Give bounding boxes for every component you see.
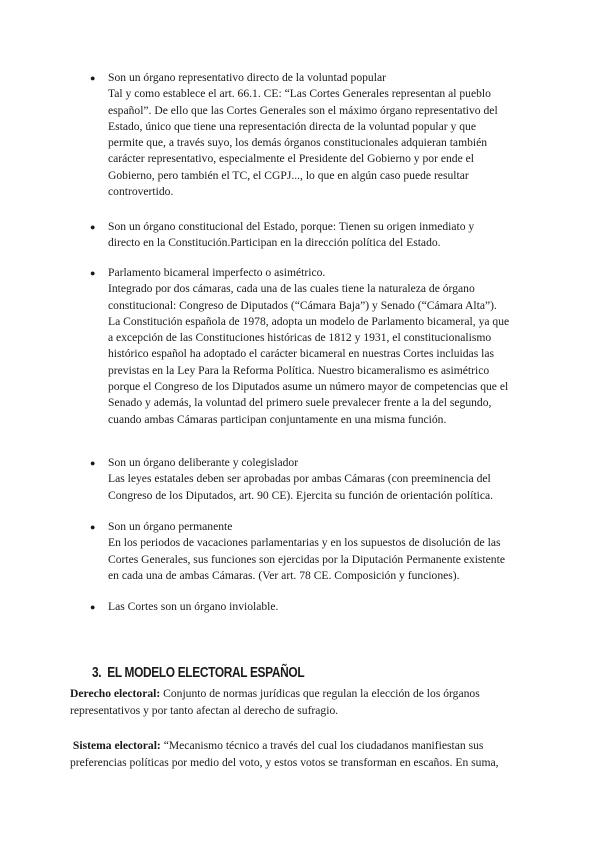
bullet-body-line: previstas en la Ley Para la Reforma Política. Nuestro bicameralismo es asimétrico [108, 363, 490, 377]
definition-line: representativos y por tanto afectan al derecho de sufragio. [70, 704, 339, 717]
bullet-item-representative-organ [90, 70, 530, 200]
bullet-icon: ● [90, 522, 96, 532]
bullet-body-line: En los periodos de vacaciones parlamentarias y en los supuestos de disolución de las [108, 536, 501, 550]
bullet-heading-line: Son un órgano permanente [108, 520, 233, 533]
bullet-body-line: Gobierno, pero también el TC, el CGPJ..., lo que en algún caso puede resultar [108, 168, 469, 182]
bullet-body-line: La Constitución española de 1978, adopta un modelo de Parlamento bicameral, ya que [108, 314, 510, 328]
definition-term: Derecho electoral: [70, 687, 161, 700]
bullet-text [108, 219, 530, 252]
bullet-heading-line: Son un órgano representativo directo de la voluntad popular [108, 71, 386, 84]
definition-text: “Mecanismo técnico a través del cual los ciudadanos manifiestan sus [160, 739, 484, 752]
definition-line [70, 737, 540, 754]
bullet-body-line: carácter representativo, especialmente el Presidente del Gobierno y por ende el [108, 152, 475, 166]
bullet-text [108, 455, 530, 504]
bullet-body-line: Integrado por dos cámaras, cada una de las cuales tiene la naturaleza de órgano [108, 282, 475, 296]
bullet-heading-line: Las Cortes son un órgano inviolable. [108, 600, 279, 613]
definition-line [70, 685, 540, 702]
bullet-item-constitutional-organ [90, 219, 530, 252]
section-heading [92, 665, 304, 681]
bullet-body-line: constitucional: Congreso de Diputados (“Cámara Baja”) y Senado (“Cámara Alta”). [108, 298, 497, 312]
definition-electoral-law [70, 685, 540, 719]
bullet-item-inviolable-organ [90, 599, 530, 615]
definition-text: Conjunto de normas jurídicas que regulan la elección de los órganos [160, 687, 480, 700]
bullet-heading-line: Son un órgano deliberante y colegislador [108, 456, 299, 469]
bullet-heading-line: Son un órgano constitucional del Estado, porque: Tienen su origen inmediato y [108, 220, 475, 233]
bullet-text [108, 519, 530, 584]
bullet-icon: ● [90, 458, 96, 468]
bullet-text [108, 265, 530, 428]
bullet-item-bicameral-parliament [90, 265, 530, 428]
bullet-icon: ● [90, 268, 96, 278]
bullet-icon: ● [90, 602, 96, 612]
bullet-body-line: Cortes Generales, sus funciones son ejercidas por la Diputación Permanente existente [108, 552, 505, 566]
bullet-body-line: permite que, a través suyo, los demás órganos constitucionales adquieran también [108, 136, 488, 150]
bullet-item-deliberative-organ [90, 455, 530, 504]
definition-term: Sistema electoral: [72, 739, 161, 752]
bullet-body-line: Estado, único que tiene una representación directa de la voluntad popular y que [108, 119, 476, 133]
bullet-body-line: Las leyes estatales deben ser aprobadas por ambas Cámaras (con preeminencia del [108, 472, 491, 486]
bullet-body-line: en cada una de ambas Cámaras. (Ver art. 78 CE. Composición y funciones). [108, 568, 460, 582]
bullet-item-permanent-organ [90, 519, 530, 584]
bullet-body-line: español”. De ello que las Cortes Generales son el máximo órgano representativo del [108, 103, 498, 117]
bullet-text [108, 70, 530, 200]
bullet-body-line: cuando ambas Cámaras participan conjuntamente en una misma función. [108, 412, 447, 426]
bullet-body-line: directo en la Constitución.Participan en la dirección política del Estado. [108, 236, 441, 250]
definition-line: preferencias políticas por medio del voto, y estos votos se transforman en escaños. En suma, [70, 756, 499, 769]
bullet-text [108, 599, 530, 615]
bullet-body-line: Tal y como establece el art. 66.1. CE: “Las Cortes Generales representan al pueblo [108, 87, 491, 101]
bullet-body-line: a excepción de las Constituciones históricas de 1812 y 1931, el constitucionalismo [108, 331, 492, 345]
section-number: 3. [92, 665, 102, 681]
bullet-body-line: Congreso de los Diputados, art. 90 CE). Ejercita su función de orientación política. [108, 488, 494, 502]
definition-electoral-system [70, 737, 540, 771]
bullet-heading-line: Parlamento bicameral imperfecto o asimétrico. [108, 266, 326, 279]
bullet-body-line: Senado y además, la voluntad del primero suele prevalecer frente a la del segundo, [108, 396, 492, 410]
bullet-body-line: porque el Congreso de los Diputados asume un número mayor de competencias que el [108, 380, 509, 394]
bullet-body-line: histórico español ha adoptado el carácter bicameral en nuestras Cortes incluidas las [108, 347, 494, 361]
bullet-body-line: controvertido. [108, 185, 174, 199]
section-title: EL MODELO ELECTORAL ESPAÑOL [107, 665, 305, 681]
bullet-icon: ● [90, 73, 96, 83]
bullet-icon: ● [90, 222, 96, 232]
